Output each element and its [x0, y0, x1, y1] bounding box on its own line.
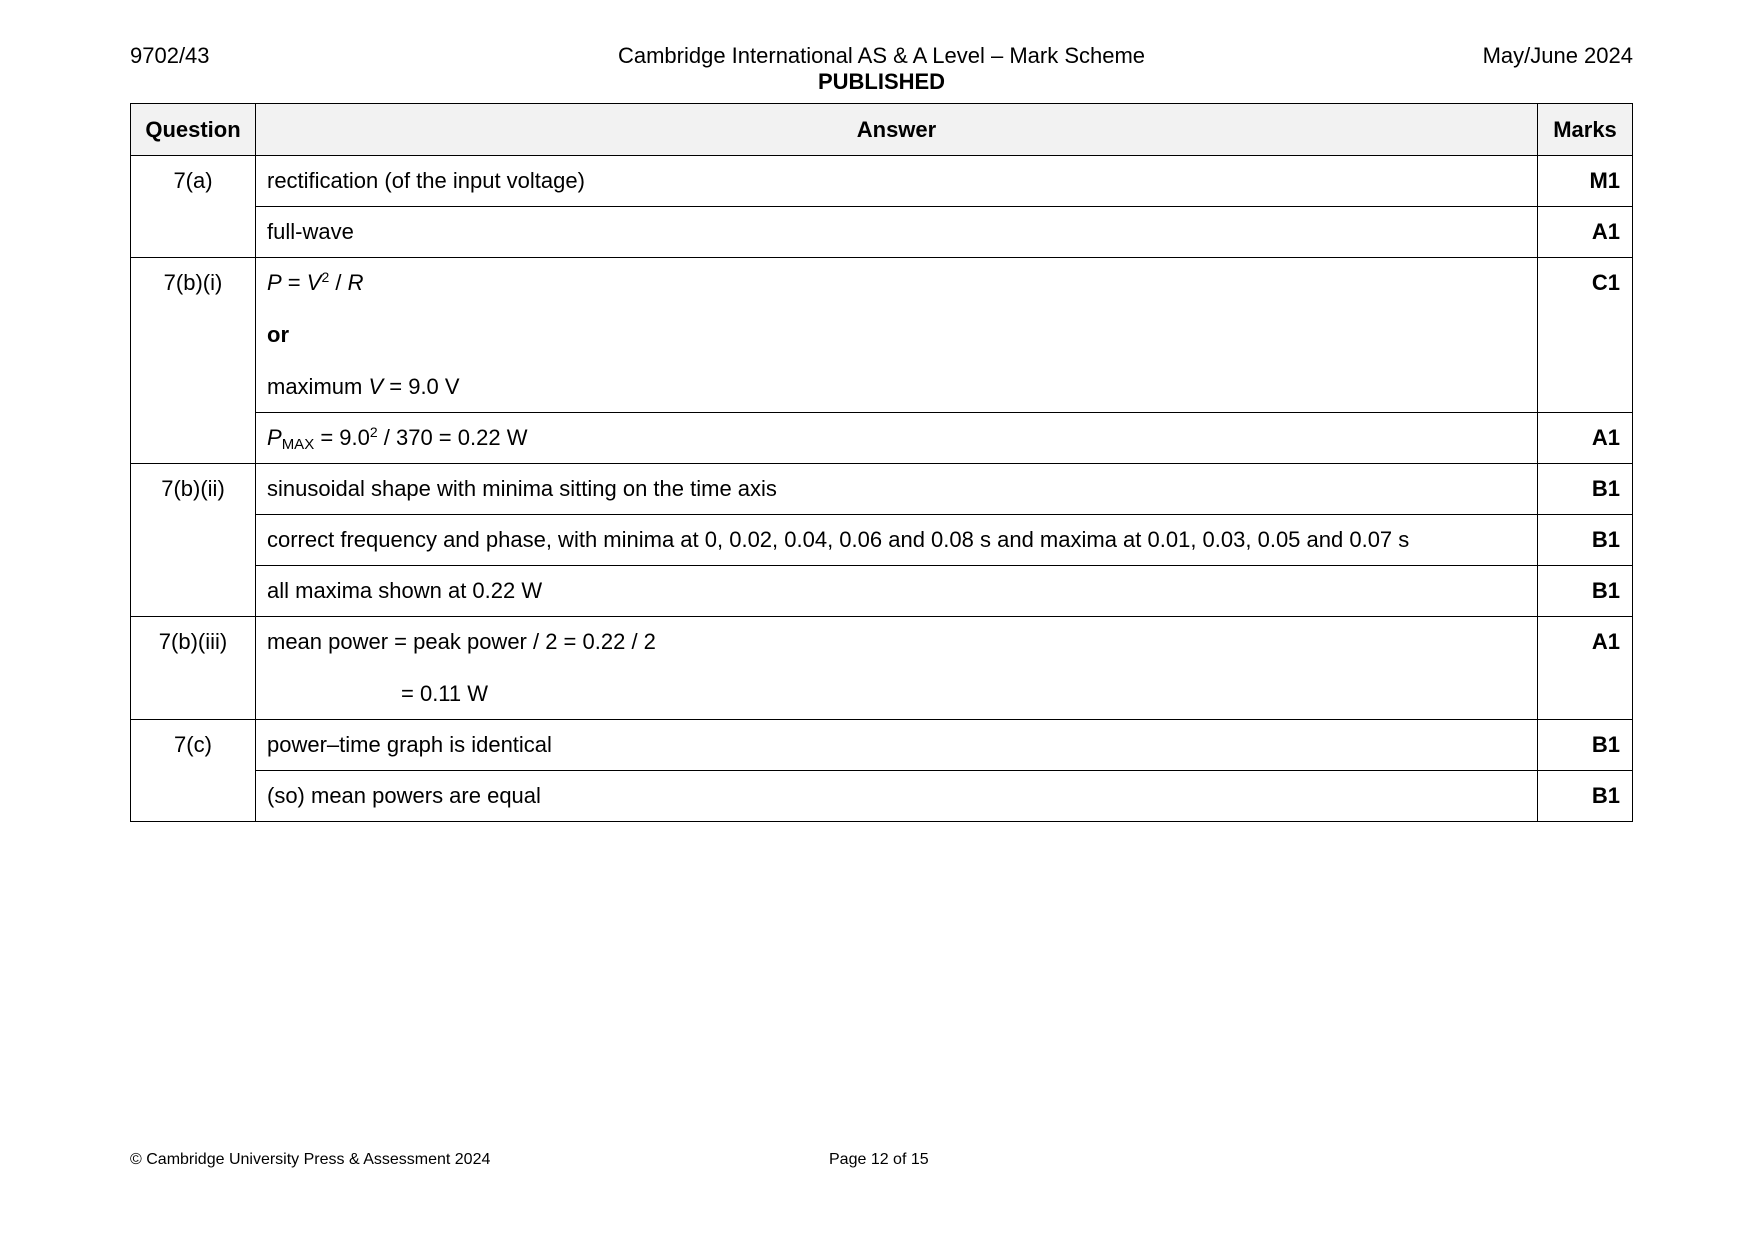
answer-cell: full-wave [256, 207, 1538, 258]
exam-session: May/June 2024 [1482, 43, 1633, 68]
marks-cell: B1 [1538, 515, 1633, 566]
paper-code: 9702/43 [130, 43, 210, 68]
answer-cell [256, 617, 1538, 720]
answer-cell: all maxima shown at 0.22 W [256, 566, 1538, 617]
table-row [131, 413, 1633, 464]
marks-cell: A1 [1538, 413, 1633, 464]
table-row [131, 156, 1633, 207]
voltage-symbol: V [306, 270, 322, 295]
power-symbol: P [267, 270, 282, 295]
table-row [131, 515, 1633, 566]
question-number: 7(b)(iii) [131, 617, 256, 720]
marks-cell: A1 [1538, 617, 1633, 720]
copyright-notice: © Cambridge University Press & Assessment 2024 [130, 1151, 491, 1168]
answer-cell: (so) mean powers are equal [256, 771, 1538, 822]
marks-cell: B1 [1538, 566, 1633, 617]
document-title-text: Cambridge International AS & A Level – Mark Scheme [617, 43, 1146, 68]
max-voltage-line [267, 374, 1527, 400]
table-header-row [131, 104, 1633, 156]
squared-superscript: 2 [321, 269, 330, 285]
formula-divide: / [329, 270, 348, 295]
marks-cell: B1 [1538, 464, 1633, 515]
pmax-calc-a: = 9.0 [314, 425, 370, 450]
marks-cell: A1 [1538, 207, 1633, 258]
marks-column-header: Marks [1538, 104, 1633, 156]
table-row [131, 771, 1633, 822]
pmax-subscript: MAX [281, 436, 315, 453]
resistance-symbol: R [347, 270, 364, 295]
marks-cell: M1 [1538, 156, 1633, 207]
table-row [131, 720, 1633, 771]
mean-power-line: mean power = peak power / 2 = 0.22 / 2 [267, 629, 656, 654]
answer-cell [256, 258, 1538, 413]
mark-scheme-table [130, 103, 1633, 822]
table-row [131, 464, 1633, 515]
question-number: 7(b)(i) [131, 258, 256, 464]
max-voltage-value: = 9.0 V [383, 374, 460, 399]
question-column-header: Question [131, 104, 256, 156]
marks-cell: B1 [1538, 720, 1633, 771]
pmax-squared: 2 [369, 424, 378, 440]
answer-cell [256, 413, 1538, 464]
answer-cell: sinusoidal shape with minima sitting on the time axis [256, 464, 1538, 515]
table-row [131, 617, 1633, 720]
pmax-symbol: P [267, 425, 282, 450]
table-row [131, 566, 1633, 617]
published-label: PUBLISHED [817, 69, 946, 94]
pmax-calc-b: / 370 = 0.22 W [377, 425, 528, 450]
answer-cell: correct frequency and phase, with minima at 0, 0.02, 0.04, 0.06 and 0.08 s and maxima at 0.01, 0.03, 0.05 and 0.07 s [256, 515, 1538, 566]
marks-cell: C1 [1538, 258, 1633, 413]
mean-power-result: = 0.11 W [401, 681, 489, 706]
question-number: 7(b)(ii) [131, 464, 256, 617]
table-row [131, 207, 1633, 258]
answer-cell: rectification (of the input voltage) [256, 156, 1538, 207]
question-number: 7(a) [131, 156, 256, 258]
marks-cell: B1 [1538, 771, 1633, 822]
or-label: or [267, 322, 289, 347]
max-voltage-symbol: V [368, 374, 384, 399]
page-number: Page 12 of 15 [829, 1151, 929, 1168]
max-voltage-prefix: maximum [267, 374, 369, 399]
power-formula [267, 270, 1527, 296]
question-number: 7(c) [131, 720, 256, 822]
table-row [131, 258, 1633, 413]
answer-column-header: Answer [256, 104, 1538, 156]
formula-equals: = [281, 270, 307, 295]
answer-cell: power–time graph is identical [256, 720, 1538, 771]
